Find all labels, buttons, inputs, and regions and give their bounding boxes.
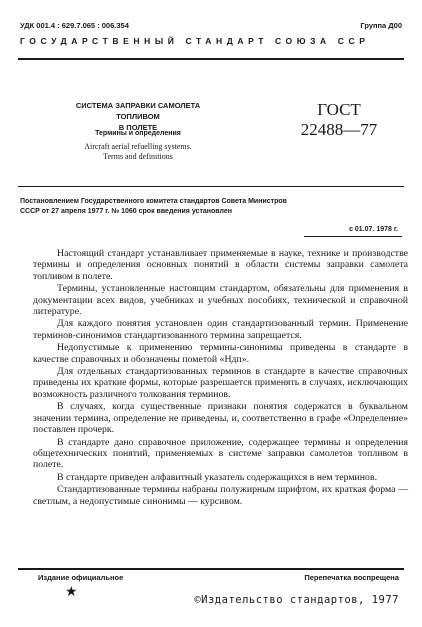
effective-date: с 01.07. 1978 г. xyxy=(349,226,398,233)
standard-title: ГОСУДАРСТВЕННЫЙ СТАНДАРТ СОЮЗА ССР xyxy=(20,36,370,46)
decree-line-2: СССР от 27 апреля 1977 г. № 1060 срок введения установлен xyxy=(20,207,232,215)
gost-designation xyxy=(298,100,380,140)
body-paragraph: Недопустимые к применению термины-синонимы приведены в стандарте в качестве справочных и обозначены пометой «Ндп». xyxy=(33,342,408,365)
reprint-prohibited-label: Перепечатка воспрещена xyxy=(304,573,399,582)
body-paragraph: Термины, установленные настоящим стандартом, обязательны для применения в документации всех видов, учебниках и учебных пособиях, технической и справочной литературе. xyxy=(33,283,408,318)
footer-rule xyxy=(18,568,404,570)
body-paragraph: Для отдельных стандартизованных терминов в стандарте в качестве справочных приведены их краткие формы, которые разрешается применять в случаях, исключающих возможность различного толкования терминов. xyxy=(33,366,408,400)
effective-date-rule xyxy=(304,236,402,237)
document-title xyxy=(58,100,218,133)
decree-text xyxy=(20,197,395,216)
title-block-rule xyxy=(18,186,404,187)
official-edition-label: Издание официальное xyxy=(38,573,124,582)
group-code: Группа Д00 xyxy=(360,21,402,30)
body-paragraph: В стандарте приведен алфавитный указатель содержащихся в нем терминов. xyxy=(57,471,378,483)
english-title-line-1: Aircraft aerial refuelling systems. xyxy=(84,142,192,151)
english-title-line-2: Terms and definitions xyxy=(103,151,173,161)
document-subtitle: Термины и определения xyxy=(95,130,181,137)
header-rule xyxy=(18,58,404,60)
gost-label: ГОСТ xyxy=(317,100,361,119)
body-paragraph: В стандарте дано справочное приложение, содержащее термины и определения общетехнических понятий, применяемых в системе заправки самолетов топливом в полете. xyxy=(33,436,408,471)
body-paragraph: В случаях, когда существенные признаки понятия содержатся в буквальном значении термина, определение не приведены, и, соответственно в графе «Определение» поставлен прочерк. xyxy=(33,401,408,436)
udk-code: УДК 001.4 : 629.7.065 : 006.354 xyxy=(20,21,129,30)
decree-line-1: Постановлением Государственного комитета стандартов Совета Министров xyxy=(20,198,287,205)
document-title-line-2: В ПОЛЕТЕ xyxy=(118,123,158,132)
body-text xyxy=(33,248,408,508)
body-paragraph: Настоящий стандарт устанавливает применяемые в науке, технике и производстве термины и определения основных понятий в области системы заправки самолета топливом в полете. xyxy=(33,248,408,282)
body-paragraph: Для каждого понятия установлен один стандартизованный термин. Применение терминов-синонимов стандартизованного термина запрещается. xyxy=(33,318,408,341)
star-icon: ★ xyxy=(65,585,78,600)
english-title xyxy=(58,142,218,161)
document-title-line-1: СИСТЕМА ЗАПРАВКИ САМОЛЕТА ТОПЛИВОМ xyxy=(75,101,201,121)
gost-number: 22488—77 xyxy=(300,120,378,139)
copyright-notice: ©Издательство стандартов, 1977 xyxy=(194,594,399,606)
body-paragraph: Стандартизованные термины набраны полужирным шрифтом, их краткая форма — светлым, а недопустимые синонимы — курсивом. xyxy=(33,484,408,507)
